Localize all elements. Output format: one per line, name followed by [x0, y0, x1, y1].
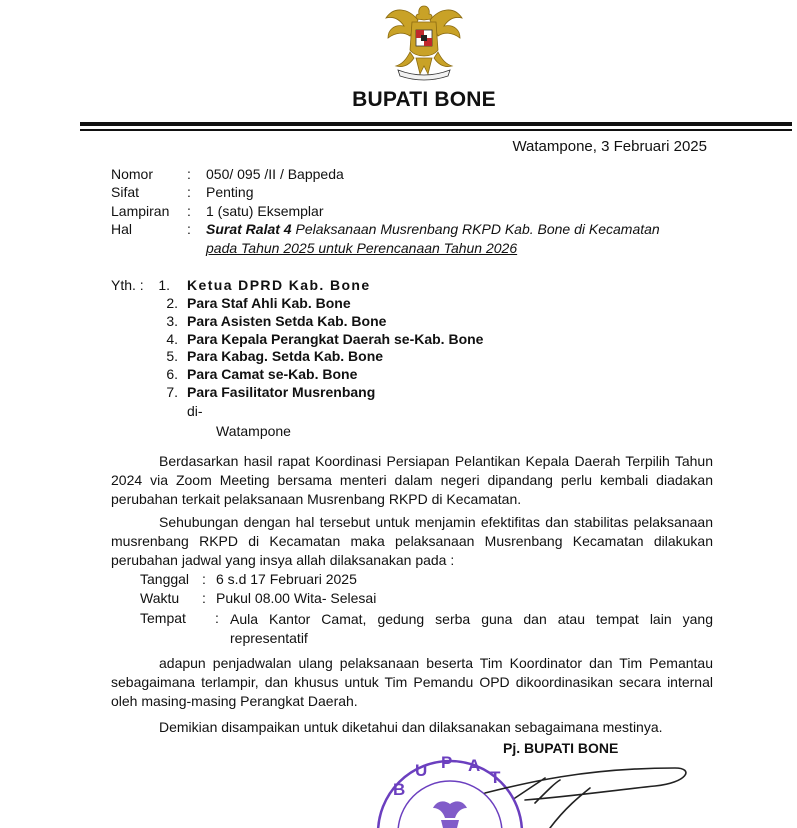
lampiran-label: Lampiran	[111, 203, 170, 219]
lampiran-colon: :	[187, 203, 191, 219]
letter-date: Watampone, 3 Februari 2025	[512, 138, 707, 155]
hal-bold: Surat Ralat 4	[206, 221, 292, 237]
nomor-value: 050/ 095 /II / Bappeda	[206, 166, 344, 182]
garuda-emblem-icon	[380, 0, 468, 82]
hal-label: Hal	[111, 221, 133, 237]
hal-colon: :	[187, 221, 191, 237]
sifat-label: Sifat	[111, 184, 140, 200]
schedule-colon: :	[215, 610, 219, 626]
svg-text:T: T	[490, 768, 501, 787]
schedule-label: Tanggal	[140, 571, 190, 587]
sifat-colon: :	[187, 184, 191, 200]
recipient-item: Para Kepala Perangkat Daerah se-Kab. Bone	[187, 331, 484, 347]
recipient-number: 3.	[166, 313, 178, 329]
body-paragraph-2: Sehubungan dengan hal tersebut untuk menjamin efektifitas dan stabilitas pelaksanaan musrenbang RKPD di Kecamatan maka pelaksanaan Musrenbang Kecamatan dilakukan perubahan jadwal yang insya allah dilaksanakan pada :	[111, 514, 713, 568]
hal-rest: Pelaksanaan Musrenbang RKPD Kab. Bone di Kecamatan	[291, 221, 660, 237]
schedule-colon: :	[202, 590, 206, 606]
recipient-item: Para Asisten Setda Kab. Bone	[187, 313, 387, 329]
recipient-number: 7.	[166, 384, 178, 400]
body-paragraph-3: adapun penjadwalan ulang pelaksanaan beserta Tim Koordinator dan Tim Pemantau sebagaimana terlampir, dan khusus untuk Tim Pemandu OPD dikoordinasikan secara internal oleh masing-masing Perangkat Daerah.	[111, 655, 713, 709]
recipient-di: di-	[187, 403, 203, 419]
schedule-value: 6 s.d 17 Februari 2025	[216, 571, 357, 587]
schedule-colon: :	[202, 571, 206, 587]
svg-text:B: B	[393, 780, 406, 799]
recipient-number: 1.	[158, 277, 170, 293]
letterhead-rule-thin	[80, 129, 792, 131]
recipient-item: Para Camat se-Kab. Bone	[187, 366, 358, 382]
yth-label: Yth. :	[111, 277, 144, 293]
nomor-label: Nomor	[111, 166, 154, 182]
schedule-label: Tempat	[140, 610, 186, 626]
sifat-value: Penting	[206, 184, 254, 200]
schedule-value: Pukul 08.00 Wita- Selesai	[216, 590, 377, 606]
recipient-item: Para Fasilitator Musrenbang	[187, 384, 376, 400]
recipient-item: Para Kabag. Setda Kab. Bone	[187, 348, 384, 364]
signature-title: Pj. BUPATI BONE	[503, 740, 619, 756]
lampiran-value: 1 (satu) Eksemplar	[206, 203, 324, 219]
recipient-number: 6.	[166, 366, 178, 382]
nomor-colon: :	[187, 166, 191, 182]
body-paragraph-4: Demikian disampaikan untuk diketahui dan dilaksanakan sebagaimana mestinya.	[159, 719, 663, 735]
letterhead-title: BUPATI BONE	[352, 88, 496, 111]
hal-value-line1	[206, 221, 660, 237]
recipient-number: 2.	[166, 295, 178, 311]
letterhead-rule-thick	[80, 122, 792, 126]
recipient-item: Ketua DPRD Kab. Bone	[187, 277, 371, 293]
hal-value-line2: pada Tahun 2025 untuk Perencanaan Tahun 2026	[206, 240, 518, 256]
body-paragraph-1: Berdasarkan hasil rapat Koordinasi Persiapan Pelantikan Kepala Daerah Terpilih Tahun 2024 via Zoom Meeting bersama menteri dalam negeri dipandang perlu kembali diadakan perubahan terkait pelaksanaan Musrenbang RKPD di Kecamatan.	[111, 453, 713, 507]
schedule-label: Waktu	[140, 590, 180, 606]
schedule-value: Aula Kantor Camat, gedung serba guna dan atau tempat lain yang representatif	[230, 611, 713, 646]
svg-text:A: A	[468, 756, 481, 775]
recipient-place: Watampone	[216, 423, 291, 439]
recipient-number: 5.	[166, 348, 178, 364]
recipient-item: Para Staf Ahli Kab. Bone	[187, 295, 351, 311]
svg-text:U: U	[415, 761, 428, 780]
official-stamp-and-signature-icon	[375, 738, 695, 828]
svg-text:P: P	[441, 753, 453, 772]
recipient-number: 4.	[166, 331, 178, 347]
